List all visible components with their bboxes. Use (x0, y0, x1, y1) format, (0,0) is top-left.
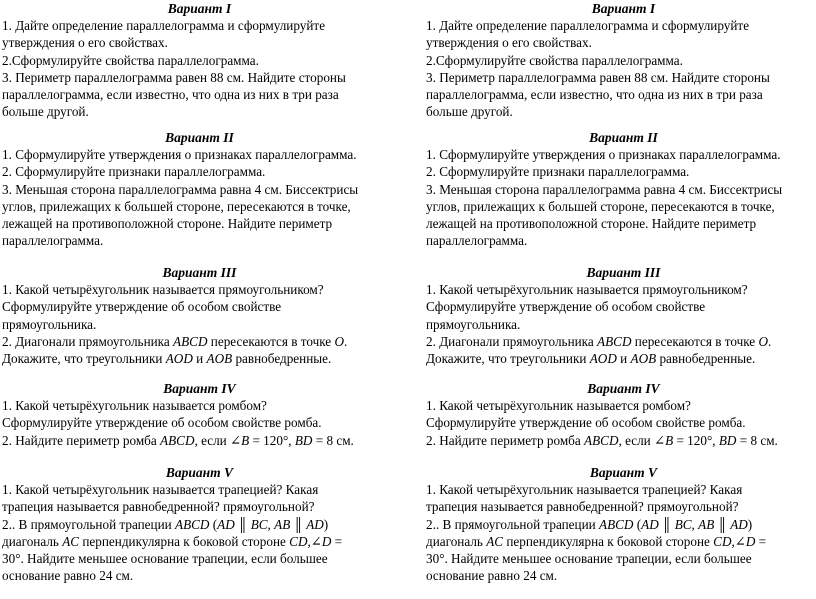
task-line: Сформулируйте утверждение об особом свойстве (2, 299, 282, 315)
task-line: основание равно 24 см. (2, 568, 134, 584)
text-segment: Докажите, что треугольники (2, 351, 166, 367)
variant-block-2 (426, 129, 816, 250)
text-segment: ) (747, 516, 753, 532)
math-symbol: ABCD (597, 333, 632, 349)
task-line: больше другой. (426, 104, 513, 120)
task-line: 30°. Найдите меньшее основание трапеции, если большее (426, 551, 752, 567)
task-line (426, 333, 816, 350)
text-segment: 2. Найдите периметр ромба (2, 432, 161, 448)
math-symbol: AC (486, 533, 504, 549)
task-line (2, 350, 397, 367)
variant-block-3 (2, 264, 397, 367)
math-symbol: CD (289, 533, 308, 549)
text-segment: 2.. В прямоугольной трапеции (426, 516, 600, 532)
task-line: утверждения о его свойствах. (2, 35, 168, 51)
text-segment: диагональ (2, 533, 63, 549)
text-segment: = 120°, (673, 432, 719, 448)
text-segment: 2.. В прямоугольной трапеции (2, 516, 176, 532)
variant-block-3 (426, 264, 816, 367)
variant-title: Вариант I (591, 1, 656, 16)
task-line: углов, прилежащих к большей стороне, пересекаются в точке, (2, 198, 351, 214)
task-line (426, 432, 816, 449)
text-segment: перпендикулярна к боковой стороне (503, 533, 714, 549)
variant-block-5 (426, 464, 816, 585)
variant-block-2 (2, 129, 397, 250)
text-segment: = (331, 533, 343, 549)
math-symbol: ABCD (160, 432, 195, 448)
math-symbol: BD (294, 432, 313, 448)
math-symbol: B (241, 432, 250, 448)
task-line: 1. Дайте определение параллелограмма и сформулируйте (426, 18, 750, 33)
task-line (426, 516, 816, 533)
text-segment: ( (633, 516, 642, 532)
variant-block-1 (2, 0, 397, 121)
text-segment: равнобедренные. (656, 351, 756, 367)
task-line: параллелограмма. (2, 233, 104, 249)
math-symbol: ABCD (599, 516, 634, 532)
task-line: 1. Сформулируйте утверждения о признаках параллелограмма. (2, 147, 357, 162)
text-segment: ║ (714, 516, 731, 532)
text-segment: ║ (234, 516, 251, 532)
text-segment: . (343, 333, 348, 349)
math-symbol: BC (250, 516, 268, 532)
text-segment: пересекаются в точке (207, 333, 335, 349)
task-line: 1. Какой четырёхугольник называется трапецией? Какая (2, 482, 319, 497)
text-segment: ,∠ (731, 533, 746, 549)
variant-block-4 (426, 380, 816, 449)
math-symbol: BC (674, 516, 692, 532)
task-line: параллелограмма. (426, 233, 528, 249)
variant-title: Вариант II (165, 130, 234, 145)
text-segment: , (267, 516, 275, 532)
task-line: 1. Какой четырёхугольник называется прямоугольником? (426, 282, 748, 297)
task-line (2, 533, 397, 550)
math-symbol: ABCD (175, 516, 210, 532)
task-line: больше другой. (2, 104, 89, 120)
task-line: 2. Сформулируйте признаки параллелограмма. (2, 164, 266, 180)
task-line: трапеция называется равнобедренной? прямоугольной? (426, 499, 739, 515)
text-segment: ( (209, 516, 218, 532)
variant-title: Вариант IV (587, 381, 660, 396)
variant-block-5 (2, 464, 397, 585)
text-segment: Докажите, что треугольники (426, 351, 590, 367)
task-line (2, 333, 397, 350)
task-line: углов, прилежащих к большей стороне, пересекаются в точке, (426, 198, 775, 214)
math-symbol: D (321, 533, 332, 549)
math-symbol: AC (62, 533, 80, 549)
text-segment: пересекаются в точке (631, 333, 759, 349)
task-line: параллелограмма, если известно, что одна из них в три раза (2, 87, 339, 103)
task-line: утверждения о его свойствах. (426, 35, 592, 51)
variant-title: Вариант III (162, 265, 237, 280)
math-symbol: AOB (630, 351, 657, 367)
task-line (426, 533, 816, 550)
task-line: основание равно 24 см. (426, 568, 558, 584)
math-symbol: AD (641, 516, 659, 532)
math-symbol: AD (306, 516, 324, 532)
task-line: 3. Периметр параллелограмма равен 88 см. Найдите стороны (426, 69, 770, 85)
task-line: параллелограмма, если известно, что одна из них в три раза (426, 87, 763, 103)
task-line: 1. Дайте определение параллелограмма и сформулируйте (2, 18, 326, 33)
task-line (2, 516, 397, 533)
task-line: лежащей на противоположной стороне. Найдите периметр (2, 216, 333, 232)
math-symbol: CD (713, 533, 732, 549)
math-symbol: O (334, 333, 344, 349)
math-symbol: BD (718, 432, 737, 448)
variant-block-4 (2, 380, 397, 449)
task-line: Сформулируйте утверждение об особом свойстве ромба. (426, 415, 746, 431)
math-symbol: O (758, 333, 768, 349)
task-line: 30°. Найдите меньшее основание трапеции, если большее (2, 551, 328, 567)
text-segment: , (691, 516, 699, 532)
task-line: 2.Сформулируйте свойства параллелограмма. (426, 52, 683, 68)
math-symbol: AD (217, 516, 235, 532)
task-line (426, 350, 816, 367)
task-line: 2. Сформулируйте признаки параллелограмма. (426, 164, 690, 180)
math-symbol: ABCD (584, 432, 619, 448)
text-segment: и (192, 351, 207, 367)
text-segment: ,∠ (307, 533, 322, 549)
variant-title: Вариант V (165, 465, 234, 480)
variant-title: Вариант IV (163, 381, 236, 396)
task-line: Сформулируйте утверждение об особом свойстве ромба. (2, 415, 322, 431)
math-symbol: AB (698, 516, 715, 532)
text-segment: = 8 см. (736, 432, 778, 448)
math-symbol: AD (730, 516, 748, 532)
task-line: 1. Какой четырёхугольник называется трапецией? Какая (426, 482, 743, 497)
text-segment: 2. Найдите периметр ромба (426, 432, 585, 448)
text-segment: . (767, 333, 772, 349)
task-line: 2.Сформулируйте свойства параллелограмма. (2, 52, 259, 68)
math-symbol: D (745, 533, 756, 549)
text-segment: = 8 см. (312, 432, 354, 448)
variant-title: Вариант V (589, 465, 658, 480)
task-line: прямоугольника. (2, 316, 97, 332)
variant-title: Вариант II (589, 130, 658, 145)
text-segment: ) (323, 516, 329, 532)
text-segment: равнобедренные. (232, 351, 332, 367)
math-symbol: ABCD (173, 333, 208, 349)
task-line: прямоугольника. (426, 316, 521, 332)
math-symbol: AB (274, 516, 291, 532)
text-segment: диагональ (426, 533, 487, 549)
text-segment: и (616, 351, 631, 367)
task-line: 3. Меньшая сторона параллелограмма равна 4 см. Биссектрисы (426, 181, 783, 197)
task-line: трапеция называется равнобедренной? прямоугольной? (2, 499, 315, 515)
text-segment: , если ∠ (618, 432, 666, 448)
text-segment: 2. Диагонали прямоугольника (2, 333, 174, 349)
task-line: 3. Периметр параллелограмма равен 88 см. Найдите стороны (2, 69, 346, 85)
variant-title: Вариант III (586, 265, 661, 280)
math-symbol: AOD (165, 351, 193, 367)
variant-title: Вариант I (167, 1, 232, 16)
text-segment: перпендикулярна к боковой стороне (79, 533, 290, 549)
variant-block-1 (426, 0, 816, 121)
math-symbol: AOB (206, 351, 233, 367)
math-symbol: B (665, 432, 674, 448)
task-line (2, 432, 397, 449)
text-segment: = 120°, (249, 432, 295, 448)
text-segment: , если ∠ (194, 432, 242, 448)
math-symbol: AOD (589, 351, 617, 367)
task-line: 1. Какой четырёхугольник называется ромбом? (426, 398, 691, 413)
task-line: 1. Какой четырёхугольник называется ромбом? (2, 398, 267, 413)
text-segment: 2. Диагонали прямоугольника (426, 333, 598, 349)
text-segment: ║ (658, 516, 675, 532)
text-segment: ║ (290, 516, 307, 532)
task-line: лежащей на противоположной стороне. Найдите периметр (426, 216, 757, 232)
text-segment: = (755, 533, 767, 549)
task-line: 3. Меньшая сторона параллелограмма равна 4 см. Биссектрисы (2, 181, 359, 197)
task-line: Сформулируйте утверждение об особом свойстве (426, 299, 706, 315)
task-line: 1. Сформулируйте утверждения о признаках параллелограмма. (426, 147, 781, 162)
task-line: 1. Какой четырёхугольник называется прямоугольником? (2, 282, 324, 297)
